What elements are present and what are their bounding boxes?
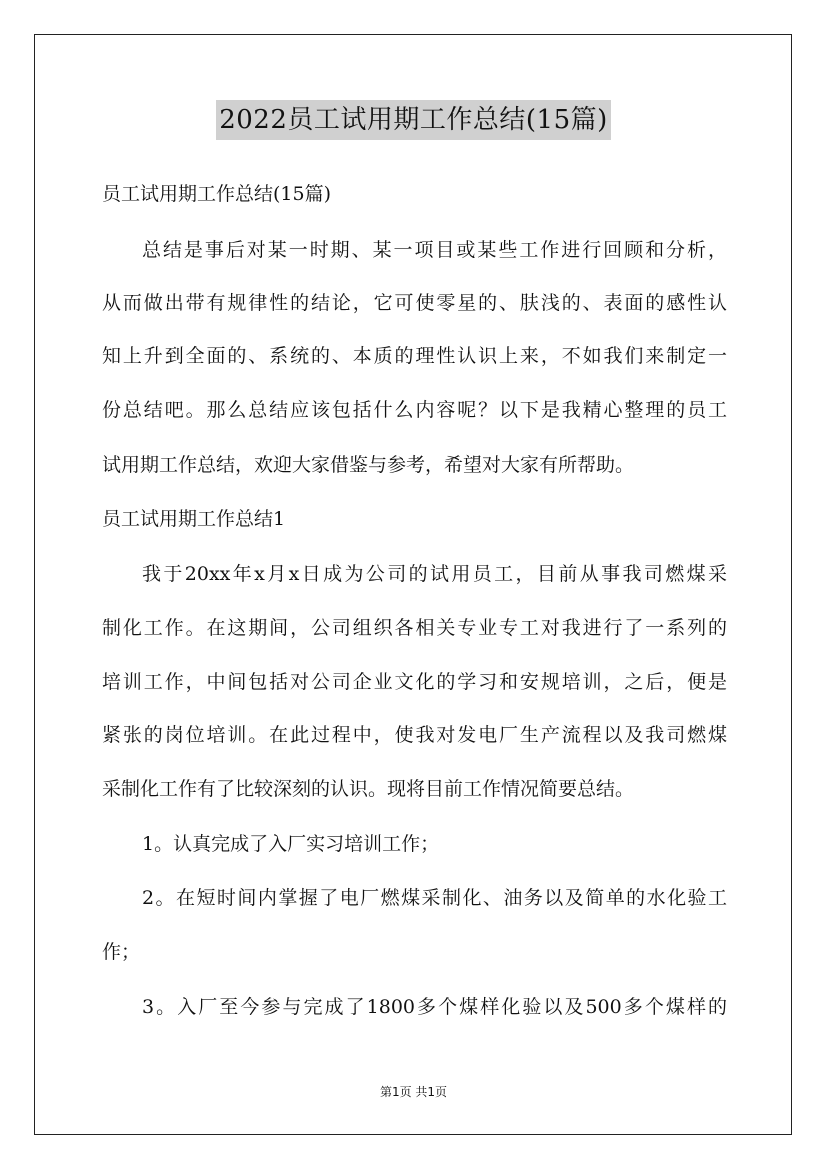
paragraph-line: 总结是事后对某一时期、某一项目或某些工作进行回顾和分析，	[142, 239, 727, 261]
paragraph-line: 试用期工作总结，欢迎大家借鉴与参考，希望对大家有所帮助。	[102, 454, 635, 476]
page-footer: 第1页 共1页	[379, 1085, 448, 1099]
title-container	[0, 100, 827, 140]
list-item-continuation: 作；	[102, 941, 141, 963]
section-heading: 员工试用期工作总结(15篇)	[102, 183, 332, 205]
section-heading: 员工试用期工作总结1	[102, 508, 286, 530]
paragraph-line: 从而做出带有规律性的结论，它可使零星的、肤浅的、表面的感性认	[102, 292, 727, 314]
paragraph-line: 培训工作，中间包括对公司企业文化的学习和安规培训，之后，便是	[102, 671, 727, 693]
paragraph-line: 紧张的岗位培训。在此过程中，使我对发电厂生产流程以及我司燃煤	[102, 724, 727, 746]
list-item: 3。入厂至今参与完成了1800多个煤样化验以及500多个煤样的	[142, 996, 727, 1018]
paragraph-line: 知上升到全面的、系统的、本质的理性认识上来，不如我们来制定一	[102, 345, 727, 367]
list-item: 2。在短时间内掌握了电厂燃煤采制化、油务以及简单的水化验工	[142, 887, 727, 909]
paragraph-line: 我于20xx年x月x日成为公司的试用员工，目前从事我司燃煤采	[142, 563, 727, 585]
paragraph-line: 制化工作。在这期间，公司组织各相关专业专工对我进行了一系列的	[102, 617, 727, 639]
paragraph-line: 采制化工作有了比较深刻的认识。现将目前工作情况简要总结。	[102, 778, 635, 800]
list-item: 1。认真完成了入厂实习培训工作；	[142, 833, 440, 855]
paragraph-line: 份总结吧。那么总结应该包括什么内容呢？以下是我精心整理的员工	[102, 399, 727, 421]
document-title: 2022员工试用期工作总结(15篇)	[216, 100, 611, 140]
